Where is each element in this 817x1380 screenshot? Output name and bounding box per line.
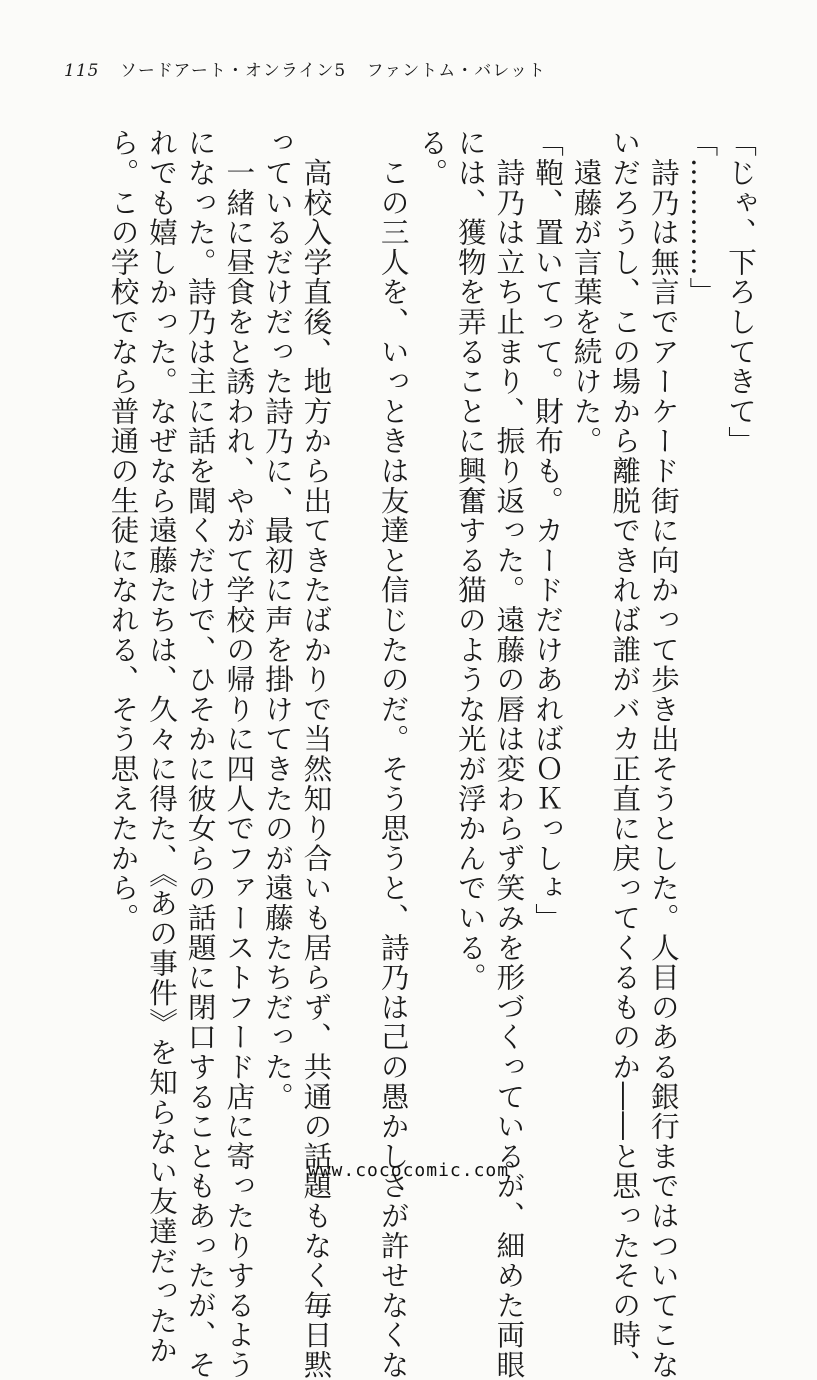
text-line: 一緒に昼食をと誘われ、やがて学校の帰りに四人でファーストフード店に寄ったりするよう	[222, 128, 257, 1380]
running-header	[64, 56, 546, 81]
text-line: れでも嬉しかった。なぜなら遠藤たちは、久々に得た、《あの事件》を知らない友達だったか	[145, 128, 180, 1366]
text-line: る。	[415, 128, 450, 188]
text-line: 詩乃は立ち止まり、振り返った。遠藤の唇は変わらず笑みを形づくっているが、細めた両眼	[492, 128, 527, 1380]
text-line: この三人を、いっときは友達と信じたのだ。そう思うと、詩乃は己の愚かしさが許せなくな	[376, 128, 411, 1380]
text-line: 高校入学直後、地方から出てきたばかりで当然知り合いも居らず、共通の話題もなく毎日黙	[299, 128, 334, 1380]
site-watermark: www.cococomic.com	[307, 1160, 510, 1181]
text-line: いだろうし、この場から離脱できれば誰がバカ正直に戻ってくるものか――と思ったその時、	[608, 128, 643, 1380]
page-number: 115	[64, 61, 100, 81]
text-line: 「…………」	[685, 128, 720, 307]
text-line: 遠藤が言葉を続けた。	[569, 128, 604, 456]
text-line: 「鞄、置いてって。財布も。カードだけあればＯＫっしょ」	[531, 128, 566, 933]
text-line: には、獲物を弄ることに興奮する猫のような光が浮かんでいる。	[453, 128, 488, 993]
text-line: っているだけだった詩乃に、最初に声を掛けてきたのが遠藤たちだった。	[260, 128, 295, 1112]
text-line: 「じゃ、下ろしてきて」	[724, 128, 758, 456]
book-title: ソードアート・オンライン5	[119, 61, 347, 81]
text-line: ら。この学校でなら普通の生徒になれる、そう思えたから。	[106, 128, 141, 933]
chapter-title: ファントム・バレット	[366, 61, 547, 81]
text-line: になった。詩乃は主に話を聞くだけで、ひそかに彼女らの話題に閉口することもあったが、そ	[183, 128, 218, 1380]
paragraph-gap	[335, 128, 374, 1108]
text-line: 詩乃は無言でアーケード街に向かって歩き出そうとした。人目のある銀行まではついてこな	[646, 128, 681, 1380]
